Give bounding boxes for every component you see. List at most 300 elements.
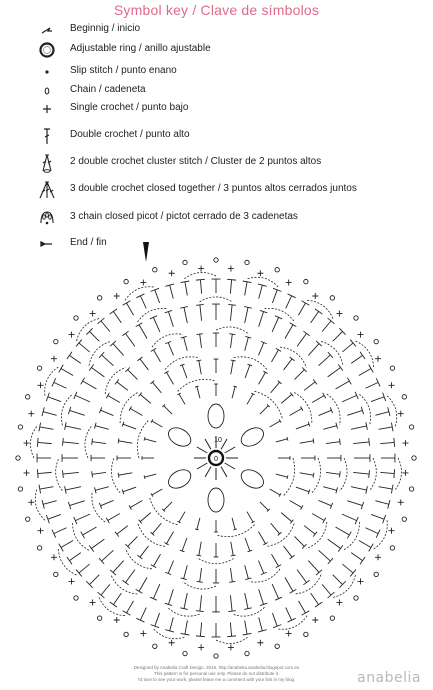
- double-crochet-stitch: [375, 501, 389, 505]
- double-crochet-stitch: [326, 442, 340, 444]
- double-crochet-stitch: [231, 361, 233, 375]
- double-crochet-stitch: [125, 570, 134, 583]
- stitch-top: [37, 469, 38, 478]
- single-crochet-stitch: [286, 279, 292, 285]
- double-crochet-stitch: [247, 394, 253, 404]
- double-crochet-stitch: [170, 285, 174, 299]
- single-crochet-stitch: [357, 332, 363, 338]
- picot-stitch: [275, 267, 279, 271]
- double-crochet-stitch: [61, 541, 73, 548]
- single-crochet-stitch: [24, 470, 30, 476]
- double-crochet-stitch: [185, 282, 187, 296]
- double-crochet-stitch: [259, 532, 266, 544]
- double-crochet-stitch: [311, 311, 319, 322]
- double-crochet-stitch: [199, 361, 201, 375]
- single-crochet-stitch: [114, 617, 120, 623]
- chain-arc: [105, 367, 125, 394]
- double-crochet-stitch: [259, 285, 263, 299]
- double-crochet-stitch: [123, 487, 136, 492]
- double-crochet-stitch: [378, 487, 392, 489]
- chain-arc: [138, 308, 168, 322]
- credits-line: Designed by Anabelia Craft Design, 2015, http://anabelia.anabelia.blogspot.com.es: [133, 665, 300, 670]
- double-crochet-stitch: [117, 382, 128, 391]
- double-crochet-stitch: [272, 584, 279, 599]
- double-crochet-stitch: [113, 593, 121, 604]
- single-crochet-stitch: [402, 440, 408, 446]
- double-crochet-stitch: [258, 343, 263, 356]
- stitch-top: [394, 438, 395, 447]
- double-crochet-stitch: [230, 305, 232, 321]
- chain-icon: [36, 81, 58, 101]
- dc-cluster-icon: [36, 153, 58, 173]
- double-crochet-stitch: [351, 355, 362, 363]
- double-crochet-stitch: [284, 359, 293, 370]
- stitch-top: [303, 580, 309, 585]
- chain-arc: [30, 426, 36, 458]
- single-crochet-stitch: [37, 528, 43, 534]
- double-crochet-stitch: [108, 396, 120, 403]
- key-label: Slip stitch / punto enano: [70, 65, 177, 76]
- double-crochet-stitch: [184, 307, 187, 323]
- double-crochet-stitch: [89, 331, 99, 341]
- double-crochet-stitch: [290, 409, 302, 416]
- chain-arc: [327, 394, 340, 425]
- single-crochet-stitch: [257, 270, 263, 276]
- double-crochet-stitch: [271, 382, 280, 393]
- chain-arc: [216, 327, 249, 334]
- double-crochet-stitch: [378, 427, 392, 429]
- double-crochet-stitch: [101, 500, 114, 505]
- double-crochet-stitch: [101, 584, 110, 595]
- chain-arc: [178, 379, 217, 391]
- picot-stitch: [245, 260, 249, 264]
- single-crochet-stitch: [140, 279, 146, 285]
- double-crochet-stitch: [299, 303, 306, 315]
- chain-arc: [138, 524, 165, 547]
- chain-arc: [111, 575, 138, 594]
- double-crochet-stitch: [89, 575, 99, 585]
- stitch-top: [376, 378, 380, 386]
- stitch-top: [302, 611, 310, 615]
- stitch-top: [313, 473, 314, 478]
- picot-stitch: [37, 546, 41, 550]
- picot-icon: [36, 208, 58, 228]
- double-crochet-stitch: [322, 321, 331, 332]
- picot-stitch: [390, 366, 394, 370]
- double-crochet-stitch: [259, 372, 266, 384]
- single-crochet-stitch: [69, 578, 75, 584]
- double-crochet-stitch: [168, 561, 173, 574]
- double-crochet-stitch: [92, 442, 106, 444]
- stitch-top: [360, 557, 365, 564]
- chain-arc: [280, 347, 307, 367]
- chain-loop: [165, 466, 194, 492]
- single-crochet-stitch: [140, 631, 146, 637]
- stitch-top: [81, 532, 85, 539]
- picot-stitch: [153, 644, 157, 648]
- picot-stitch: [25, 517, 29, 521]
- double-crochet-stitch: [170, 617, 174, 631]
- double-crochet-stitch: [200, 568, 202, 582]
- key-label: Beginnig / inicio: [70, 23, 141, 34]
- picot-stitch: [183, 651, 187, 655]
- picot-stitch: [402, 517, 406, 521]
- stitch-top: [231, 555, 236, 556]
- chain-arc: [340, 458, 347, 491]
- double-crochet-stitch: [359, 369, 371, 376]
- key-label: End / fin: [70, 237, 107, 248]
- double-crochet-stitch: [247, 512, 253, 522]
- double-crochet-stitch: [342, 395, 357, 402]
- double-crochet-stitch: [371, 514, 384, 519]
- single-crochet-stitch: [336, 311, 342, 317]
- stitch-top: [369, 544, 373, 552]
- stitch-top: [369, 365, 373, 373]
- double-crochet-stitch: [271, 523, 280, 534]
- double-crochet-stitch: [276, 474, 288, 477]
- double-crochet-stitch: [154, 350, 161, 362]
- double-crochet-stitch: [130, 501, 142, 508]
- chain-arc: [45, 367, 59, 396]
- double-crochet-stitch: [342, 564, 353, 573]
- stitch-top: [62, 438, 63, 446]
- double-crochet-stitch: [300, 473, 314, 475]
- stitch-top: [196, 636, 205, 637]
- double-crochet-stitch: [168, 589, 173, 604]
- stitch-top: [196, 279, 205, 280]
- stitch-top: [227, 636, 236, 637]
- chain-arc: [183, 582, 216, 589]
- double-crochet-stitch: [95, 487, 109, 491]
- double-crochet-stitch: [139, 325, 147, 339]
- single-crochet-stitch: [336, 599, 342, 605]
- stitch-top: [233, 529, 237, 530]
- double-crochet-stitch: [145, 439, 157, 442]
- chain-arc: [92, 491, 105, 522]
- picot-stitch: [124, 279, 128, 283]
- stitch-top: [288, 294, 296, 298]
- stitch-top: [81, 378, 85, 385]
- double-crochet-stitch: [184, 337, 188, 351]
- picot-stitch: [54, 572, 58, 576]
- double-crochet-stitch: [366, 382, 379, 388]
- double-crochet-stitch: [63, 472, 79, 474]
- double-crochet-stitch: [152, 489, 162, 495]
- double-crochet-stitch: [83, 381, 97, 389]
- double-crochet-stitch: [184, 593, 187, 609]
- key-row-slip-stitch: [0, 62, 433, 82]
- double-crochet-stitch: [311, 593, 319, 604]
- chain-arc: [99, 597, 125, 615]
- double-crochet-stitch: [304, 382, 315, 391]
- double-crochet-stitch: [152, 523, 161, 534]
- key-label: Double crochet / punto alto: [70, 129, 190, 140]
- double-crochet-stitch: [359, 541, 371, 548]
- key-label: Single crochet / punto bajo: [70, 102, 189, 113]
- double-crochet-stitch: [70, 410, 85, 415]
- double-crochet-stitch: [260, 406, 268, 414]
- double-crochet-stitch: [179, 512, 185, 522]
- stitch-top: [339, 439, 340, 445]
- double-crochet-stitch: [230, 280, 231, 294]
- key-row-dc-cluster: [0, 153, 433, 173]
- double-crochet-stitch: [205, 467, 211, 477]
- chain-arc: [216, 525, 255, 537]
- double-crochet-stitch: [164, 502, 172, 510]
- chain-arc: [370, 458, 377, 491]
- double-crochet-stitch: [113, 561, 124, 573]
- stitch-top: [137, 555, 142, 559]
- double-crochet-stitch: [79, 564, 90, 573]
- double-crochet-stitch: [333, 331, 343, 341]
- chain-arc: [283, 458, 295, 497]
- double-crochet-stitch: [140, 296, 146, 309]
- stitch-top: [52, 530, 56, 538]
- double-crochet-stitch: [245, 620, 247, 634]
- double-crochet-stitch: [70, 501, 85, 506]
- stitch-top: [123, 301, 131, 305]
- stitch-top: [151, 348, 156, 351]
- double-crochet-stitch: [245, 365, 250, 378]
- double-crochet-stitch: [101, 321, 110, 332]
- double-crochet-icon: [36, 126, 58, 146]
- double-crochet-stitch: [371, 397, 384, 402]
- chain-arc: [56, 458, 63, 491]
- double-crochet-stitch: [323, 487, 337, 491]
- picot-stitch: [54, 339, 58, 343]
- chain-loop: [238, 466, 267, 492]
- stitch-top: [137, 357, 142, 361]
- double-crochet-stitch: [108, 514, 120, 521]
- stitch-top: [229, 334, 235, 335]
- double-crochet-stitch: [155, 290, 160, 303]
- double-crochet-stitch: [245, 307, 248, 323]
- double-crochet-stitch: [152, 421, 162, 427]
- stitch-top: [369, 438, 370, 446]
- double-crochet-stitch: [200, 305, 202, 321]
- stitch-top: [92, 439, 93, 445]
- double-crochet-stitch: [113, 344, 124, 356]
- symbol-key: [0, 0, 433, 255]
- chain-arc: [61, 394, 72, 425]
- double-crochet-stitch: [297, 570, 306, 583]
- double-crochet-stitch: [347, 410, 362, 415]
- double-crochet-stitch: [225, 447, 235, 453]
- single-crochet-stitch: [198, 266, 204, 272]
- dc3tog-icon: [36, 180, 58, 200]
- stitch-top: [394, 469, 395, 478]
- double-crochet-stitch: [281, 394, 292, 403]
- picot-stitch: [74, 316, 78, 320]
- double-crochet-stitch: [182, 365, 187, 378]
- stitch-top: [115, 379, 119, 384]
- double-crochet-stitch: [294, 536, 304, 546]
- single-crochet-stitch: [90, 311, 96, 317]
- double-crochet-stitch: [119, 441, 133, 443]
- picot-stitch: [304, 279, 308, 283]
- stitch-top: [276, 348, 281, 351]
- double-crochet-stitch: [205, 439, 211, 449]
- single-crochet-stitch: [169, 270, 175, 276]
- double-crochet-stitch: [326, 472, 340, 474]
- stitch-top: [118, 473, 119, 478]
- chain-arc: [184, 272, 216, 278]
- chain-loop: [208, 488, 224, 512]
- key-row-single-crochet: [0, 99, 433, 119]
- double-crochet-stitch: [197, 447, 207, 453]
- single-crochet-stitch: [90, 599, 96, 605]
- double-crochet-stitch: [164, 406, 172, 414]
- single-crochet-stitch: [169, 640, 175, 646]
- double-crochet-stitch: [319, 500, 332, 505]
- chain-arc: [125, 549, 152, 569]
- picot-stitch: [374, 339, 378, 343]
- double-crochet-stitch: [232, 387, 235, 399]
- double-crochet-stitch: [153, 584, 160, 599]
- chain-arc: [307, 300, 333, 318]
- double-crochet-stitch: [65, 487, 81, 490]
- adjustable-ring-icon: [36, 40, 58, 60]
- ring-mark: 0: [214, 456, 218, 463]
- double-crochet-stitch: [102, 355, 114, 366]
- picot-stitch: [16, 456, 20, 460]
- double-crochet-stitch: [231, 542, 233, 556]
- picot-stitch: [97, 616, 101, 620]
- double-crochet-stitch: [95, 426, 109, 430]
- double-crochet-stitch: [286, 608, 292, 621]
- double-crochet-stitch: [167, 372, 174, 384]
- picot-stitch: [37, 366, 41, 370]
- picot-stitch: [153, 267, 157, 271]
- chain-arc: [200, 297, 233, 302]
- single-crochet-stitch: [114, 293, 120, 299]
- double-crochet-stitch: [130, 409, 142, 416]
- double-crochet-stitch: [270, 489, 280, 495]
- double-crochet-stitch: [63, 442, 79, 444]
- stitch-top: [290, 589, 297, 593]
- single-crochet-stitch: [228, 266, 234, 272]
- key-label: 3 double crochet closed together / 3 puntos altos cerrados juntos: [70, 183, 357, 194]
- chain-arc: [249, 569, 280, 582]
- chain-loop: [208, 404, 224, 428]
- slip-stitch-icon: [36, 62, 58, 82]
- double-crochet-stitch: [304, 526, 315, 535]
- stitch-top: [228, 304, 236, 305]
- chain-arc: [58, 549, 76, 575]
- stitch-top: [122, 580, 128, 585]
- double-crochet-stitch: [102, 550, 114, 561]
- key-label: Adjustable ring / anillo ajustable: [70, 43, 211, 54]
- stitch-top: [115, 532, 119, 537]
- chain-arc: [295, 575, 322, 594]
- picot-stitch: [214, 258, 218, 262]
- stitch-top: [197, 334, 203, 335]
- double-crochet-stitch: [353, 442, 369, 444]
- chain-arc: [125, 287, 154, 301]
- double-crochet-stitch: [152, 382, 161, 393]
- double-crochet-stitch: [75, 514, 90, 521]
- double-crochet-stitch: [197, 518, 200, 530]
- double-crochet-stitch: [299, 601, 306, 613]
- double-crochet-stitch: [140, 546, 149, 557]
- double-crochet-stitch: [258, 561, 263, 574]
- chain-arc: [395, 458, 401, 490]
- double-crochet-stitch: [69, 355, 80, 363]
- double-crochet-stitch: [270, 421, 280, 427]
- stitch-top: [67, 352, 72, 359]
- double-crochet-stitch: [113, 311, 121, 322]
- chain-arc: [374, 520, 388, 549]
- double-crochet-stitch: [140, 608, 146, 621]
- double-crochet-stitch: [342, 514, 357, 521]
- stitch-top: [338, 545, 343, 551]
- stitch-top: [228, 611, 236, 612]
- picot-stitch: [354, 596, 358, 600]
- picot-stitch: [124, 632, 128, 636]
- double-crochet-stitch: [380, 472, 394, 473]
- double-crochet-stitch: [167, 532, 174, 544]
- chain-arc: [267, 524, 294, 547]
- chain-arc: [359, 394, 370, 425]
- picot-stitch: [18, 487, 22, 491]
- picot-stitch: [374, 572, 378, 576]
- double-crochet-stitch: [123, 424, 136, 429]
- single-crochet-stitch: [198, 644, 204, 650]
- double-crochet-stitch: [140, 394, 151, 403]
- picot-stitch: [97, 296, 101, 300]
- stitch-top: [89, 545, 94, 551]
- stitch-top: [98, 592, 105, 598]
- double-crochet-stitch: [272, 554, 279, 566]
- start-pointer-icon: [143, 242, 149, 262]
- key-row-ring: [0, 40, 433, 60]
- double-crochet-stitch: [145, 474, 157, 477]
- stitch-top: [52, 378, 56, 386]
- single-crochet-stitch: [286, 631, 292, 637]
- picot-stitch: [390, 546, 394, 550]
- double-crochet-stitch: [179, 394, 185, 404]
- double-crochet-stitch: [101, 410, 114, 415]
- chain-arc: [165, 357, 198, 370]
- stitch-top: [339, 471, 340, 477]
- double-crochet-stitch: [197, 463, 207, 469]
- double-crochet-stitch: [54, 382, 67, 388]
- double-crochet-stitch: [139, 578, 147, 592]
- double-crochet-stitch: [232, 518, 235, 530]
- stitch-top: [196, 304, 204, 305]
- double-crochet-stitch: [272, 350, 279, 362]
- stitch-top: [136, 323, 143, 327]
- single-crochet-stitch: [257, 640, 263, 646]
- double-crochet-stitch: [230, 334, 232, 348]
- picot-stitch: [330, 616, 334, 620]
- stitch-top: [323, 518, 326, 523]
- picot-stitch: [275, 644, 279, 648]
- double-crochet-stitch: [69, 553, 80, 561]
- chain-arc: [343, 522, 359, 550]
- double-crochet-stitch: [221, 467, 227, 477]
- single-crochet-icon: [36, 99, 58, 119]
- double-crochet-stitch: [353, 472, 369, 474]
- credits-line: I'd love to see your work, please leave me a comment with your link in my blog.: [137, 677, 296, 682]
- crochet-chart: [0, 240, 433, 660]
- double-crochet-stitch: [297, 333, 306, 346]
- double-crochet-stitch: [200, 334, 202, 348]
- double-crochet-stitch: [259, 312, 264, 327]
- single-crochet-stitch: [228, 644, 234, 650]
- beginning-arrow-icon: [36, 20, 58, 40]
- single-crochet-stitch: [51, 554, 57, 560]
